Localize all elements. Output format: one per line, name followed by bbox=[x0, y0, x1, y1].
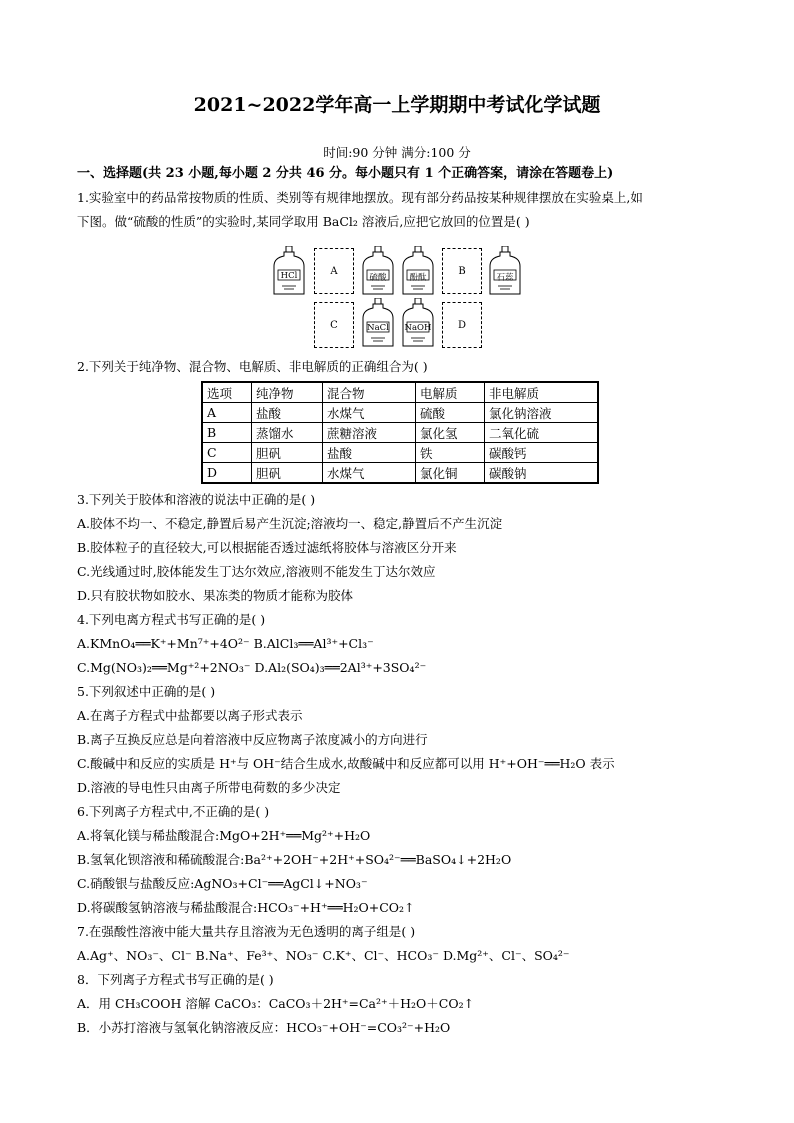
q1-line1: 1.实验室中的药品常按物质的性质、类别等有规律地摆放。现有部分药品按某种规律摆放在实验桌上,如 bbox=[77, 190, 643, 205]
position-box: A bbox=[314, 248, 354, 294]
bottle-label: 酚酞 bbox=[409, 273, 427, 283]
q2-table bbox=[201, 381, 599, 484]
q3-stem: 3.下列关于胶体和溶液的说法中正确的是( ) bbox=[77, 492, 316, 507]
table-cell: C bbox=[202, 443, 252, 463]
table-cell: 氯化氢 bbox=[416, 423, 485, 443]
table-header: 电解质 bbox=[416, 382, 485, 403]
q8-option-b: B．小苏打溶液与氢氧化钠溶液反应：HCO₃⁻+OH⁻=CO₃²⁻+H₂O bbox=[77, 1020, 451, 1035]
q3-option-c: C.光线通过时,胶体能发生丁达尔效应,溶液则不能发生丁达尔效应 bbox=[77, 564, 436, 579]
table-cell: 盐酸 bbox=[252, 403, 323, 423]
q6-option-a: A.将氧化镁与稀盐酸混合:MgO+2H⁺══Mg²⁺+H₂O bbox=[77, 828, 371, 843]
table-row bbox=[202, 423, 598, 443]
table-row bbox=[202, 403, 598, 423]
q1-line2: 下图。做“硫酸的性质”的实验时,某同学取用 BaCl₂ 溶液后,应把它放回的位置是( ) bbox=[77, 214, 530, 229]
reagent-bottle bbox=[488, 246, 522, 296]
table-cell: 二氧化硫 bbox=[485, 423, 599, 443]
q4-options-row1: A.KMnO₄══K⁺+Mn⁷⁺+4O²⁻ B.AlCl₃══Al³⁺+Cl₃⁻ bbox=[77, 636, 374, 651]
table-header: 非电解质 bbox=[485, 382, 599, 403]
table-cell: 碳酸钠 bbox=[485, 463, 599, 484]
q5-option-b: B.离子互换反应总是向着溶液中反应物离子浓度减小的方向进行 bbox=[77, 732, 428, 747]
table-cell: 碳酸钙 bbox=[485, 443, 599, 463]
reagent-figure bbox=[270, 240, 530, 348]
bottle-label: NaCl bbox=[367, 323, 389, 333]
table-header-row bbox=[202, 382, 598, 403]
reagent-bottle bbox=[361, 298, 395, 348]
page-title: 2021~2022学年高一上学期期中考试化学试题 bbox=[193, 94, 601, 116]
table-header: 纯净物 bbox=[252, 382, 323, 403]
q5-stem: 5.下列叙述中正确的是( ) bbox=[77, 684, 216, 699]
bottle-label: 石蕊 bbox=[496, 273, 514, 283]
table-cell: 水煤气 bbox=[323, 463, 416, 484]
position-box: D bbox=[442, 302, 482, 348]
table-row bbox=[202, 443, 598, 463]
table-cell: 蔗糖溶液 bbox=[323, 423, 416, 443]
reagent-bottle bbox=[401, 246, 435, 296]
q3-option-a: A.胶体不均一、不稳定,静置后易产生沉淀;溶液均一、稳定,静置后不产生沉淀 bbox=[77, 516, 503, 531]
reagent-bottle bbox=[401, 298, 435, 348]
table-cell: 胆矾 bbox=[252, 463, 323, 484]
bottle-label: NaOH bbox=[404, 323, 432, 333]
table-cell: A bbox=[202, 403, 252, 423]
q5-option-d: D.溶液的导电性只由离子所带电荷数的多少决定 bbox=[77, 780, 341, 795]
position-box: C bbox=[314, 302, 354, 348]
reagent-bottle bbox=[361, 246, 395, 296]
q3-option-b: B.胶体粒子的直径较大,可以根据能否透过滤纸将胶体与溶液区分开来 bbox=[77, 540, 457, 555]
q7-stem: 7.在强酸性溶液中能大量共存且溶液为无色透明的离子组是( ) bbox=[77, 924, 416, 939]
reagent-bottle bbox=[272, 246, 306, 296]
table-cell: 盐酸 bbox=[323, 443, 416, 463]
q2-stem: 2.下列关于纯净物、混合物、电解质、非电解质的正确组合为( ) bbox=[77, 359, 428, 374]
q7-options: A.Ag⁺、NO₃⁻、Cl⁻ B.Na⁺、Fe³⁺、NO₃⁻ C.K⁺、Cl⁻、HCO₃⁻ D.Mg²⁺、Cl⁻、SO₄²⁻ bbox=[77, 948, 570, 963]
table-cell: 蒸馏水 bbox=[252, 423, 323, 443]
table-cell: 氯化铜 bbox=[416, 463, 485, 484]
position-box: B bbox=[442, 248, 482, 294]
table-row bbox=[202, 463, 598, 484]
section-heading: 一、选择题(共 23 小题,每小题 2 分共 46 分。每小题只有 1 个正确答案，请涂在答题卷上) bbox=[77, 166, 614, 181]
bottle-label: HCl bbox=[280, 271, 298, 281]
q6-stem: 6.下列离子方程式中,不正确的是( ) bbox=[77, 804, 270, 819]
bottle-label: 硫酸 bbox=[369, 273, 387, 283]
exam-meta: 时间:90 分钟 满分:100 分 bbox=[323, 145, 471, 160]
table-cell: B bbox=[202, 423, 252, 443]
q8-option-a: A．用 CH₃COOH 溶解 CaCO₃：CaCO₃＋2H⁺=Ca²⁺＋H₂O＋CO₂↑ bbox=[77, 996, 475, 1011]
table-header: 混合物 bbox=[323, 382, 416, 403]
table-cell: 氯化钠溶液 bbox=[485, 403, 599, 423]
q6-option-d: D.将碳酸氢钠溶液与稀盐酸混合:HCO₃⁻+H⁺══H₂O+CO₂↑ bbox=[77, 900, 415, 915]
q5-option-a: A.在离子方程式中盐都要以离子形式表示 bbox=[77, 708, 303, 723]
table-cell: 铁 bbox=[416, 443, 485, 463]
q4-options-row2: C.Mg(NO₃)₂══Mg⁺²+2NO₃⁻ D.Al₂(SO₄)₃══2Al³⁺+3SO₄²⁻ bbox=[77, 660, 427, 675]
q6-option-c: C.硝酸银与盐酸反应:AgNO₃+Cl⁻══AgCl↓+NO₃⁻ bbox=[77, 876, 368, 891]
table-cell: 水煤气 bbox=[323, 403, 416, 423]
table-cell: 胆矾 bbox=[252, 443, 323, 463]
table-cell: 硫酸 bbox=[416, 403, 485, 423]
table-cell: D bbox=[202, 463, 252, 484]
q4-stem: 4.下列电离方程式书写正确的是( ) bbox=[77, 612, 266, 627]
q3-option-d: D.只有胶状物如胶水、果冻类的物质才能称为胶体 bbox=[77, 588, 354, 603]
q5-option-c: C.酸碱中和反应的实质是 H⁺与 OH⁻结合生成水,故酸碱中和反应都可以用 H⁺+OH⁻══H₂O 表示 bbox=[77, 756, 615, 771]
q8-stem: 8．下列离子方程式书写正确的是( ) bbox=[77, 972, 274, 987]
q6-option-b: B.氢氧化钡溶液和稀硫酸混合:Ba²⁺+2OH⁻+2H⁺+SO₄²⁻══BaSO₄↓+2H₂O bbox=[77, 852, 512, 867]
table-header: 选项 bbox=[202, 382, 252, 403]
